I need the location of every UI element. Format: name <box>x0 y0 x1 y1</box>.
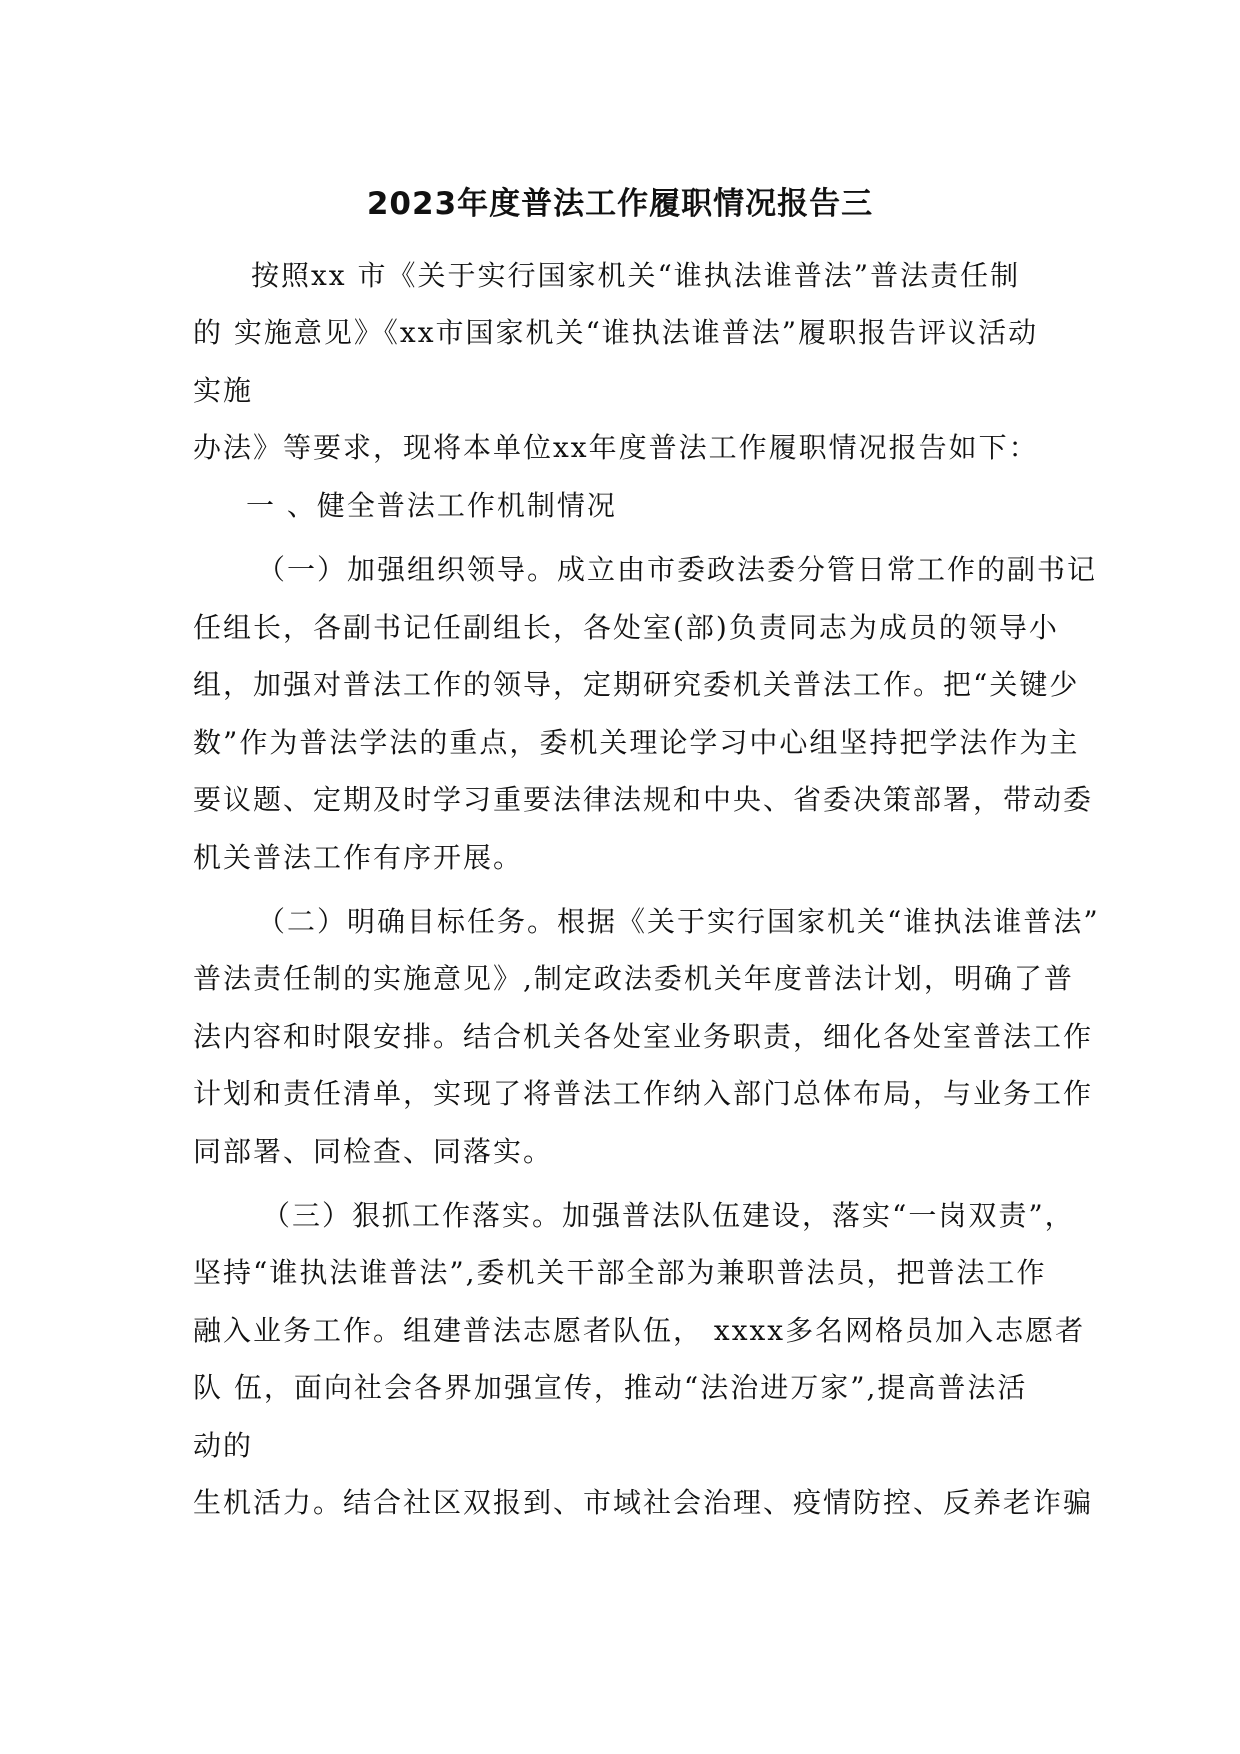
paragraph-line: 计划和责任清单，实现了将普法工作纳入部门总体布局，与业务工作 <box>193 1077 1094 1110</box>
paragraph-line: 机关普法工作有序开展。 <box>193 841 524 874</box>
paragraph-line: 按照xx 市《关于实行国家机关“谁执法谁普法”普法责任制 <box>251 259 1021 292</box>
paragraph-line: （二）明确目标任务。根据《关于实行国家机关“谁执法谁普法” <box>257 905 1100 938</box>
paragraph-line: 队 伍，面向社会各界加强宣传，推动“法治进万家”,提高普法活 <box>193 1371 1028 1404</box>
paragraph-line: （三）狠抓工作落实。加强普法队伍建设，落实“一岗双责”， <box>262 1199 1075 1232</box>
paragraph-line: 生机活力。结合社区双报到、市域社会治理、疫情防控、反养老诈骗 <box>193 1486 1094 1519</box>
paragraph-line: 动的 <box>193 1429 254 1462</box>
paragraph-line: 数”作为普法学法的重点，委机关理论学习中心组坚持把学法作为主 <box>193 726 1080 759</box>
document-title: 2023年度普法工作履职情况报告三 <box>366 186 874 222</box>
paragraph-line: （一）加强组织领导。成立由市委政法委分管日常工作的副书记 <box>257 553 1098 586</box>
paragraph-line: 办法》等要求，现将本单位xx年度普法工作履职情况报告如下： <box>193 431 1039 464</box>
paragraph-line: 融入业务工作。组建普法志愿者队伍， xxxx多名网格员加入志愿者 <box>193 1314 1086 1347</box>
paragraph-line: 要议题、定期及时学习重要法律法规和中央、省委决策部署，带动委 <box>193 783 1094 816</box>
paragraph-line: 法内容和时限安排。结合机关各处室业务职责，细化各处室普法工作 <box>193 1020 1094 1053</box>
paragraph-line: 同部署、同检查、同落实。 <box>193 1135 554 1168</box>
section-heading: 一 、健全普法工作机制情况 <box>246 489 617 522</box>
paragraph-line: 普法责任制的实施意见》,制定政法委机关年度普法计划，明确了普 <box>193 962 1074 995</box>
paragraph-line: 坚持“谁执法谁普法”,委机关干部全部为兼职普法员，把普法工作 <box>193 1256 1047 1289</box>
paragraph-line: 的 实施意见》《xx市国家机关“谁执法谁普法”履职报告评议活动 <box>193 316 1039 349</box>
paragraph-line: 实施 <box>193 374 254 407</box>
paragraph-line: 组，加强对普法工作的领导，定期研究委机关普法工作。把“关键少 <box>193 668 1080 701</box>
paragraph-line: 任组长，各副书记任副组长，各处室(部)负责同志为成员的领导小 <box>193 611 1059 644</box>
